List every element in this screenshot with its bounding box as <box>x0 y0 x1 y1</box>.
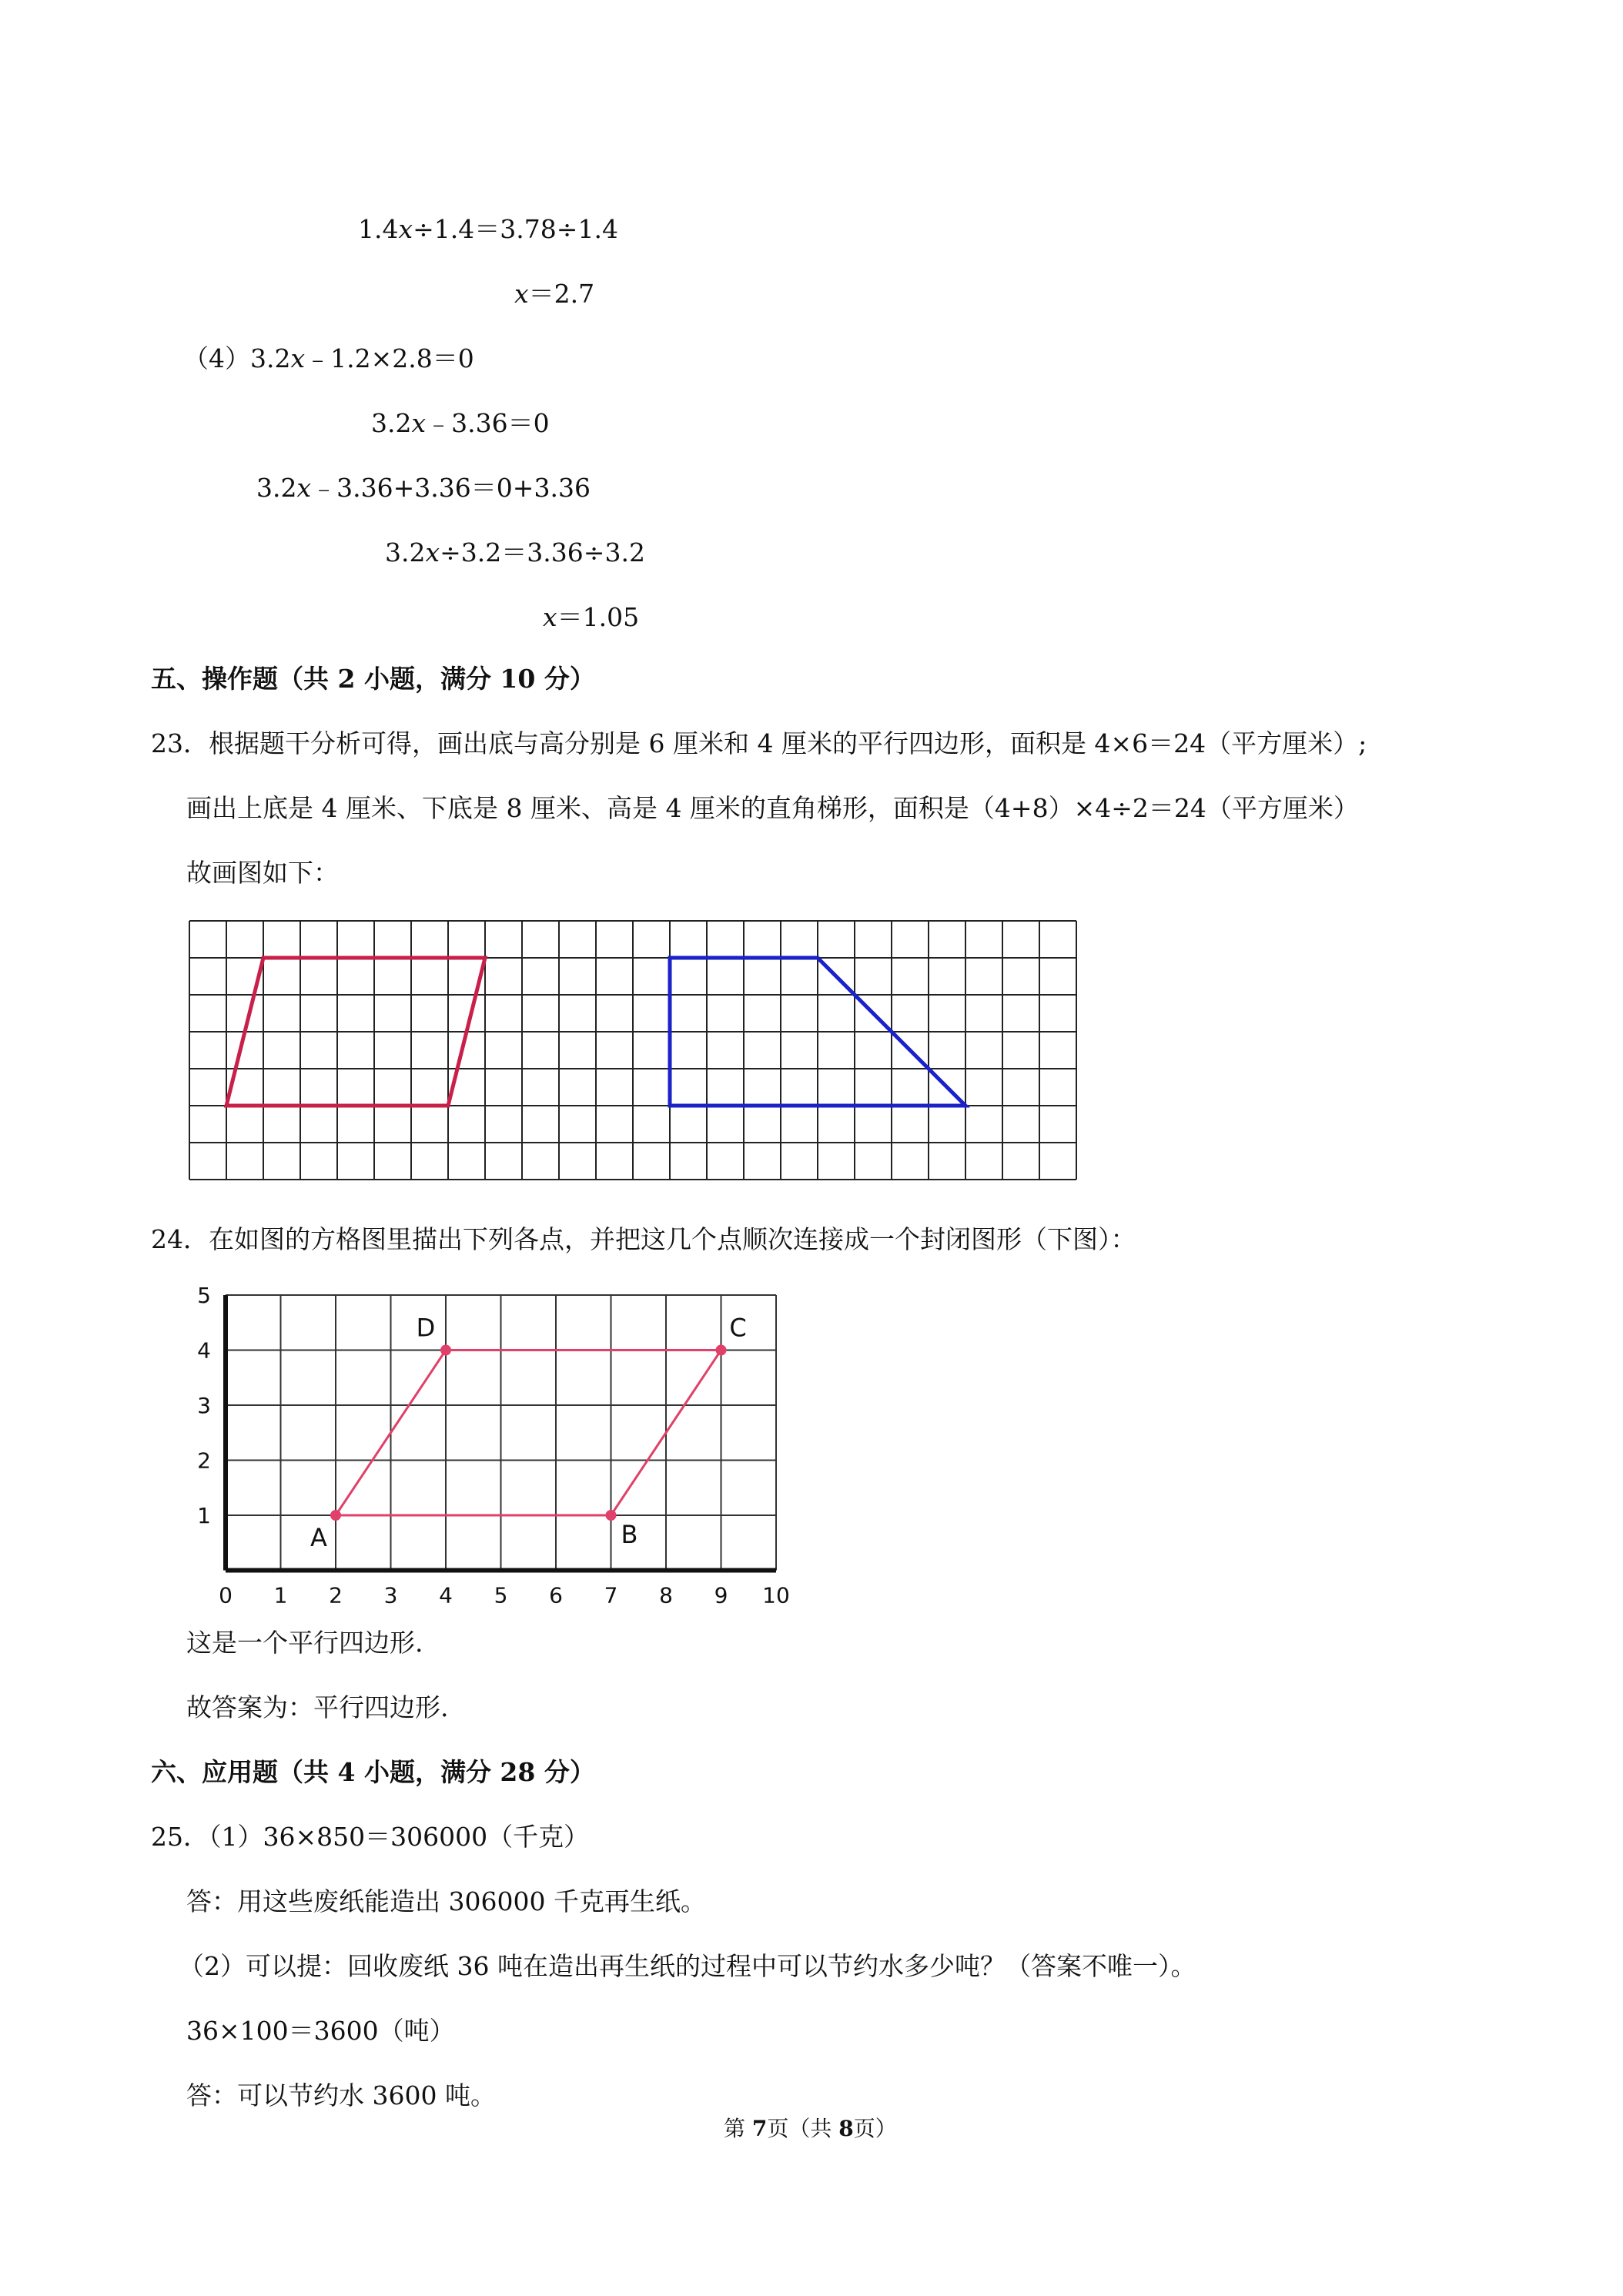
footer-page-number: 7 <box>751 2116 768 2141</box>
point-d <box>440 1345 451 1356</box>
point-label-c: C <box>729 1313 747 1343</box>
y-tick-label: 4 <box>197 1337 211 1364</box>
y-tick-label: 3 <box>197 1393 211 1418</box>
x-tick-label: 3 <box>383 1582 398 1608</box>
section-5-heading: 五、操作题（共 2 小题，满分 10 分） <box>151 664 595 694</box>
footer-mid: 页（共 <box>767 2116 839 2141</box>
point-c <box>716 1345 727 1356</box>
footer-prefix: 第 <box>724 2116 752 2141</box>
point-a <box>330 1510 341 1521</box>
solution-line: 3.2x﹣3.36+3.36＝0+3.36 <box>256 473 591 503</box>
y-tick-label: 2 <box>197 1448 211 1474</box>
section-6-heading: 六、应用题（共 4 小题，满分 28 分） <box>151 1757 595 1787</box>
x-tick-label: 0 <box>219 1582 233 1608</box>
footer-total-pages: 8 <box>838 2116 854 2141</box>
coordinate-grid-chart <box>177 1278 816 1617</box>
page-footer <box>724 2116 897 2142</box>
x-tick-label: 5 <box>494 1582 508 1608</box>
solution-line: x＝1.05 <box>543 602 640 632</box>
q24-result: 这是一个平行四边形. <box>186 1628 423 1658</box>
q23-line-3: 故画图如下： <box>186 858 339 888</box>
q24-line-1: 24．在如图的方格图里描出下列各点，并把这几个点顺次连接成一个封闭图形（下图）： <box>151 1224 1136 1254</box>
point-label-a: A <box>310 1523 327 1552</box>
q25-line-5: 答：可以节约水 3600 吨。 <box>186 2080 496 2110</box>
q24-answer: 故答案为：平行四边形. <box>186 1692 449 1722</box>
footer-suffix: 页） <box>853 2116 897 2141</box>
solution-line: 1.4x÷1.4＝3.78÷1.4 <box>358 214 618 244</box>
x-tick-label: 2 <box>329 1582 343 1608</box>
x-tick-label: 7 <box>604 1582 618 1608</box>
q23-line-2: 画出上底是 4 厘米、下底是 8 厘米、高是 4 厘米的直角梯形，面积是（4+8）×4÷2＝24（平方厘米） <box>186 793 1359 823</box>
x-tick-label: 9 <box>714 1582 728 1608</box>
y-tick-label: 1 <box>197 1503 211 1528</box>
q25-line-3: （2）可以提：回收废纸 36 吨在造出再生纸的过程中可以节约水多少吨？（答案不唯一）。 <box>179 1951 1196 1981</box>
solution-line: 3.2x÷3.2＝3.36÷3.2 <box>385 537 645 567</box>
x-tick-label: 1 <box>273 1582 288 1608</box>
point-b <box>606 1510 617 1521</box>
x-tick-label: 4 <box>439 1582 453 1608</box>
solution-line: x＝2.7 <box>514 279 595 309</box>
q23-line-1: 23．根据题干分析可得，画出底与高分别是 6 厘米和 4 厘米的平行四边形，面积是 4×6＝24（平方厘米）; <box>151 728 1367 758</box>
x-tick-label: 6 <box>549 1582 563 1608</box>
x-tick-label: 8 <box>659 1582 673 1608</box>
drawing-grid <box>189 921 1076 1180</box>
solution-line: （4）3.2x﹣1.2×2.8＝0 <box>183 343 474 373</box>
q25-line-1: 25．（1）36×850＝306000（千克） <box>151 1822 590 1852</box>
point-label-b: B <box>621 1520 638 1549</box>
q25-line-4: 36×100＝3600（吨） <box>186 2016 455 2046</box>
x-tick-label: 10 <box>762 1582 790 1608</box>
parallelogram-ABCD <box>336 1350 721 1516</box>
point-label-d: D <box>416 1313 436 1343</box>
q25-line-2: 答：用这些废纸能造出 306000 千克再生纸。 <box>186 1886 706 1916</box>
y-tick-label: 5 <box>197 1283 211 1308</box>
solution-line: 3.2x﹣3.36＝0 <box>371 408 550 438</box>
